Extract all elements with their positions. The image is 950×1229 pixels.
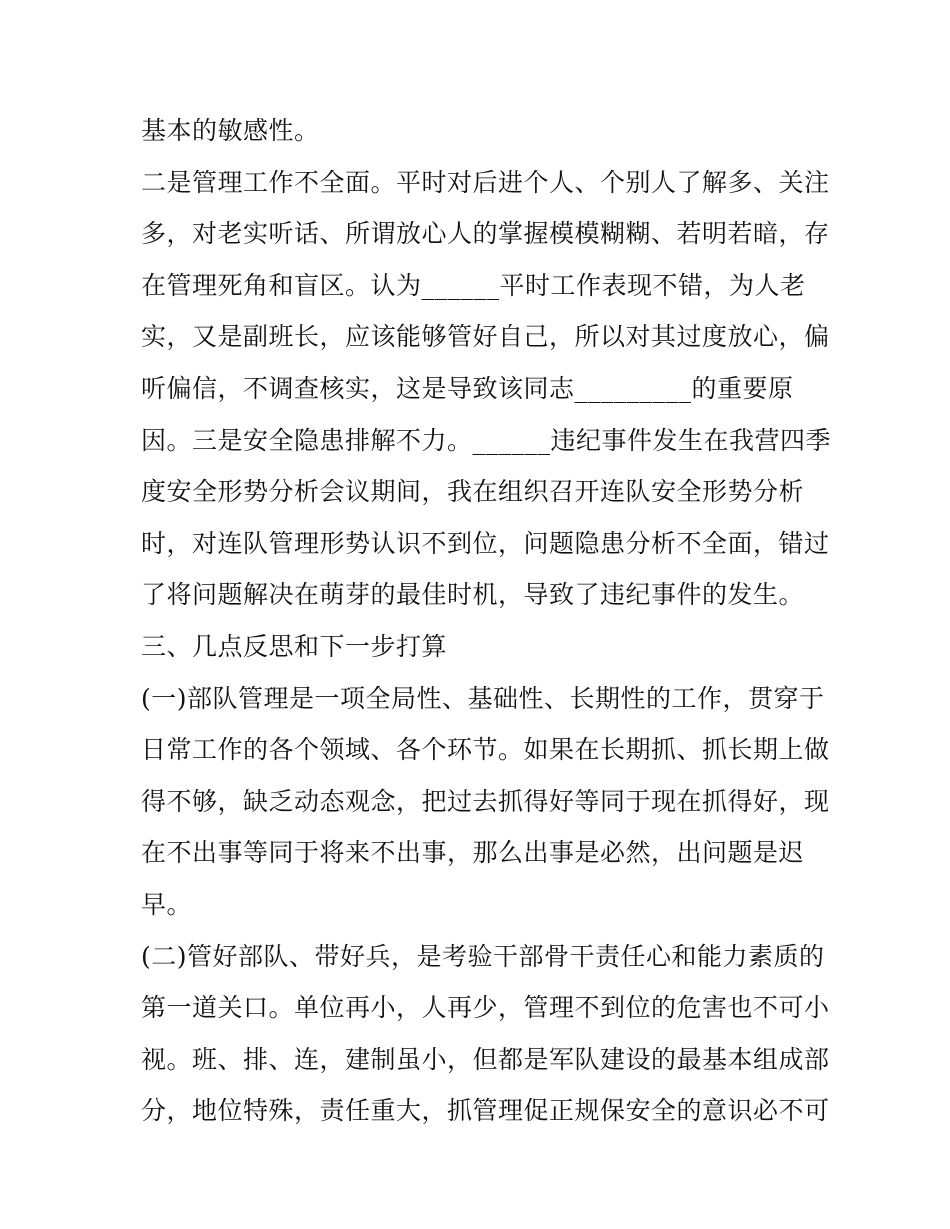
text-line-4: 在管理死角和盲区。认为______平时工作表现不错，为人老 [141, 270, 806, 300]
text-line-1: 基本的敏感性。 [141, 116, 320, 145]
text-line-7: 因。三是安全隐患排解不力。______违纪事件发生在我营四季 [141, 425, 832, 455]
text-line-6: 听偏信，不调查核实，这是导致该同志_________的重要原 [141, 373, 794, 403]
text-line-16: 早。 [141, 889, 193, 919]
text-line-5: 实，又是副班长，应该能够管好自己，所以对其过度放心，偏 [141, 322, 830, 352]
text-line-17: (二)管好部队、带好兵，是考验干部骨干责任心和能力素质的 [141, 941, 825, 971]
text-line-10: 了将问题解决在萌芽的最佳时机，导致了违纪事件的发生。 [141, 580, 805, 610]
text-line-15: 在不出事等同于将来不出事，那么出事是必然，出问题是迟 [141, 838, 805, 868]
body-text [141, 105, 831, 1137]
text-line-2: 二是管理工作不全面。平时对后进个人、个别人了解多、关注 [141, 167, 830, 197]
text-line-8: 度安全形势分析会议期间，我在组织召开连队安全形势分析 [141, 477, 805, 507]
text-line-19: 视。班、排、连，建制虽小，但都是军队建设的最基本组成部 [141, 1044, 830, 1074]
section-heading: 三、几点反思和下一步打算 [141, 631, 448, 661]
text-line-20: 分，地位特殊，责任重大，抓管理促正规保安全的意识必不可 [141, 1096, 830, 1126]
text-line-18: 第一道关口。单位再小，人再少，管理不到位的危害也不可小 [141, 993, 830, 1023]
text-line-13: 日常工作的各个领域、各个环节。如果在长期抓、抓长期上做 [141, 735, 830, 765]
text-line-9: 时，对连队管理形势认识不到位，问题隐患分析不全面，错过 [141, 528, 830, 558]
text-line-3: 多，对老实听话、所谓放心人的掌握模模糊糊、若明若暗，存 [141, 219, 830, 249]
text-line-14: 得不够，缺乏动态观念，把过去抓得好等同于现在抓得好，现 [141, 786, 830, 816]
text-line-12: (一)部队管理是一项全局性、基础性、长期性的工作，贯穿于 [141, 683, 825, 713]
